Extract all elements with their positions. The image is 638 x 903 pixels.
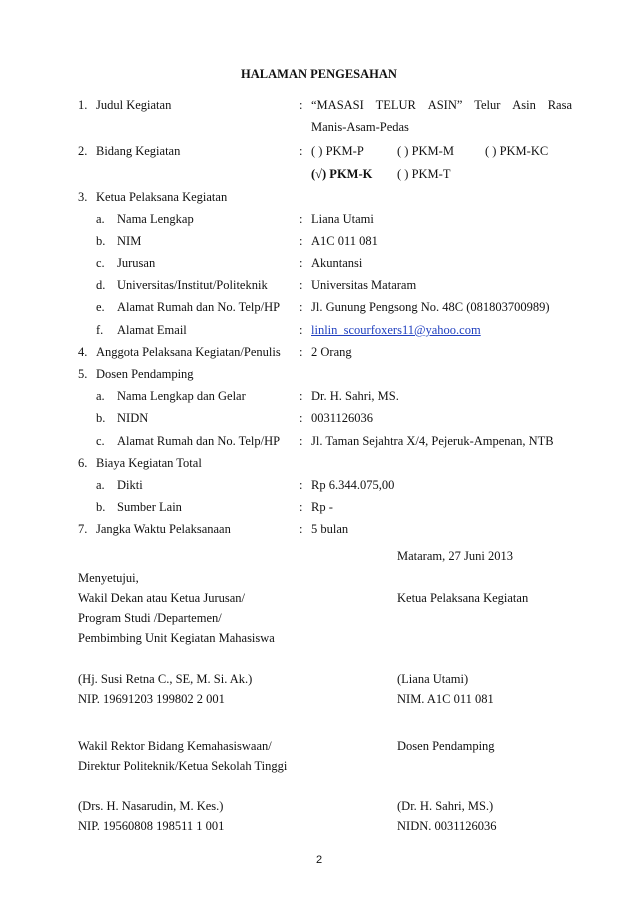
field-label-dikti: Dikti [117,478,143,492]
field-label-judul: Judul Kegiatan [96,98,172,112]
field-value-judul [311,97,572,113]
item-number: 4. [78,345,88,359]
signer-right1-name: (Liana Utami) [397,672,469,686]
colon: : [299,478,303,492]
field-label-jangka-waktu: Jangka Waktu Pelaksanaan [96,522,231,536]
section-label-biaya: Biaya Kegiatan Total [96,456,202,470]
signer-right2-title: Dosen Pendamping [397,739,495,753]
option-pkm-m: ( ) PKM-M [397,144,454,158]
field-label-nama: Nama Lengkap [117,212,194,226]
sub-letter: f. [96,323,104,337]
sub-letter: c. [96,256,105,270]
field-label-dosen-alamat: Alamat Rumah dan No. Telp/HP [117,434,281,448]
signer-left2-title-line1: Wakil Rektor Bidang Kemahasiswaan/ [78,739,272,753]
item-number: 6. [78,456,88,470]
title-word: Telur [474,98,501,112]
sub-letter: b. [96,411,106,425]
field-label-alamat: Alamat Rumah dan No. Telp/HP [117,300,281,314]
option-pkm-k-selected: (√) PKM-K [311,167,373,181]
colon: : [299,278,303,292]
signer-left1-title-line3: Pembimbing Unit Kegiatan Mahasiswa [78,631,275,645]
item-number: 1. [78,98,88,112]
signer-right1-title: Ketua Pelaksana Kegiatan [397,591,529,605]
sub-letter: c. [96,434,105,448]
signer-left1-nip: NIP. 19691203 199802 2 001 [78,692,225,706]
title-word: TELUR [375,98,416,112]
item-number: 2. [78,144,88,158]
signer-left1-name: (Hj. Susi Retna C., SE, M. Si. Ak.) [78,672,253,686]
signer-right2-nidn: NIDN. 0031126036 [397,819,497,833]
field-value-jangka-waktu: 5 bulan [311,522,349,536]
field-label-sumber-lain: Sumber Lain [117,500,182,514]
title-word: “MASASI [311,98,364,112]
sub-letter: b. [96,500,106,514]
colon: : [299,411,303,425]
field-label-nidn: NIDN [117,411,149,425]
field-label-nim: NIM [117,234,142,248]
option-pkm-p: ( ) PKM-P [311,144,364,158]
email-link[interactable]: linlin_scourfoxers11@yahoo.com [311,323,481,337]
sub-letter: a. [96,478,105,492]
field-value-universitas: Universitas Mataram [311,278,417,292]
item-number: 3. [78,190,88,204]
colon: : [299,500,303,514]
page-title: HALAMAN PENGESAHAN [241,67,397,81]
signer-left2-name: (Drs. H. Nasarudin, M. Kes.) [78,799,224,813]
sub-letter: b. [96,234,106,248]
title-word: Asin [512,98,536,112]
field-value-jurusan: Akuntansi [311,256,363,270]
page-number: 2 [315,854,323,866]
place-date: Mataram, 27 Juni 2013 [397,549,513,563]
signer-left2-title-line2: Direktur Politeknik/Ketua Sekolah Tinggi [78,759,288,773]
field-label-bidang: Bidang Kegiatan [96,144,181,158]
colon: : [299,144,303,158]
section-label-dosen: Dosen Pendamping [96,367,194,381]
colon: : [299,522,303,536]
field-label-jurusan: Jurusan [117,256,156,270]
item-number: 7. [78,522,88,536]
field-value-nim: A1C 011 081 [311,234,378,248]
item-number: 5. [78,367,88,381]
section-label-ketua: Ketua Pelaksana Kegiatan [96,190,228,204]
field-value-anggota: 2 Orang [311,345,352,359]
field-value-dikti: Rp 6.344.075,00 [311,478,395,492]
field-label-anggota: Anggota Pelaksana Kegiatan/Penulis [96,345,281,359]
approval-label: Menyetujui, [78,571,139,585]
colon: : [299,300,303,314]
colon: : [299,212,303,226]
field-value-sumber-lain: Rp - [311,500,333,514]
sub-letter: a. [96,389,105,403]
colon: : [299,323,303,337]
field-label-dosen-nama: Nama Lengkap dan Gelar [117,389,246,403]
signer-right1-nim: NIM. A1C 011 081 [397,692,494,706]
sub-letter: d. [96,278,106,292]
option-pkm-t: ( ) PKM-T [397,167,451,181]
sub-letter: a. [96,212,105,226]
field-value-dosen-alamat: Jl. Taman Sejahtra X/4, Pejeruk-Ampenan, NTB [311,434,554,448]
sub-letter: e. [96,300,105,314]
field-label-email: Alamat Email [117,323,187,337]
field-value-nidn: 0031126036 [311,411,374,425]
field-value-nama: Liana Utami [311,212,374,226]
colon: : [299,256,303,270]
colon: : [299,434,303,448]
colon: : [299,98,303,112]
field-value-dosen-nama: Dr. H. Sahri, MS. [311,389,399,403]
signer-left2-nip: NIP. 19560808 198511 1 001 [78,819,225,833]
colon: : [299,234,303,248]
signer-left1-title-line1: Wakil Dekan atau Ketua Jurusan/ [78,591,245,605]
field-value-judul-line2: Manis-Asam-Pedas [311,120,409,134]
title-word: ASIN” [427,98,463,112]
signer-right2-name: (Dr. H. Sahri, MS.) [397,799,494,813]
signer-left1-title-line2: Program Studi /Departemen/ [78,611,222,625]
option-pkm-kc: ( ) PKM-KC [485,144,549,158]
title-word: Rasa [547,98,572,112]
colon: : [299,389,303,403]
field-label-universitas: Universitas/Institut/Politeknik [117,278,268,292]
colon: : [299,345,303,359]
field-value-alamat: Jl. Gunung Pengsong No. 48C (081803700989) [311,300,550,314]
